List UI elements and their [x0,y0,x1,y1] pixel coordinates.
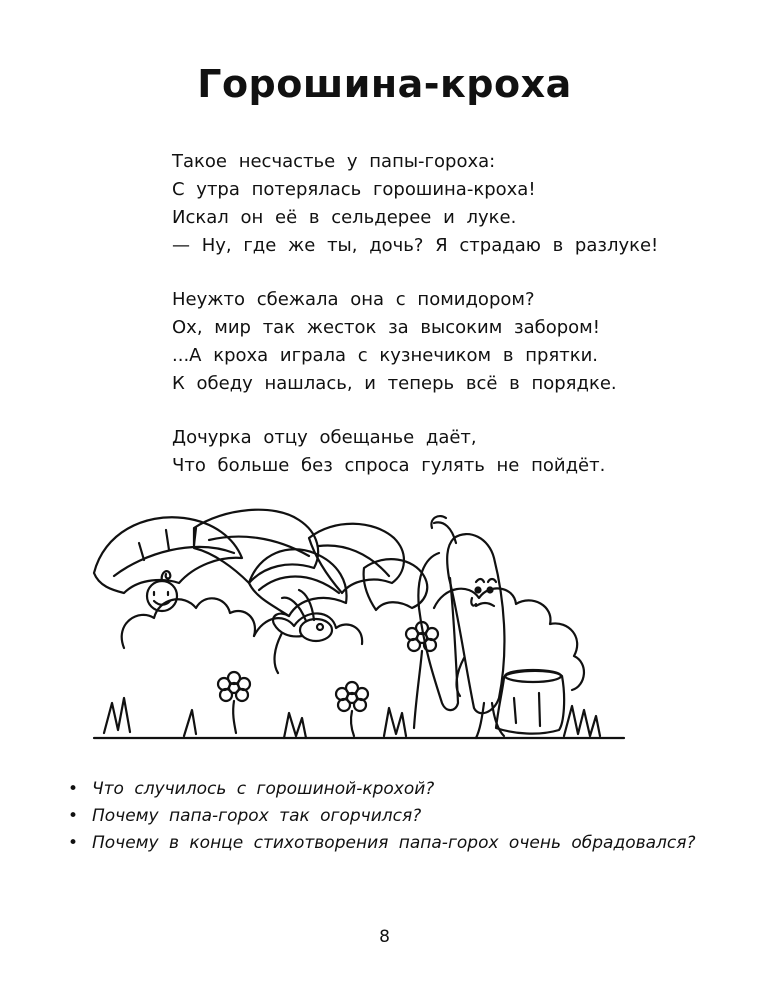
flower-2 [336,682,368,736]
page-number: 8 [379,927,390,947]
stanza-3 [172,424,732,480]
garden-illustration [84,498,644,748]
bush-left [122,598,255,648]
leaf-2 [194,510,318,583]
poem-line: К обеду нашлась, и теперь всё в порядке. [172,373,617,394]
poem [172,148,732,506]
page-title: Горошина-кроха [197,62,572,106]
stanza-2 [172,286,732,398]
poem-line: Что больше без спроса гулять не пойдёт. [172,455,606,476]
stanza-1 [172,148,732,260]
question-item [66,830,746,857]
bullet: • [68,779,79,799]
questions-list [66,776,746,857]
poem-line: Такое несчастье у папы-гороха: [172,151,496,172]
poem-line: Неужто сбежала она с помидором? [172,289,535,310]
poem-line: Дочурка отцу обещанье даёт, [172,427,477,448]
bullet: • [68,806,79,826]
illustration [84,498,644,748]
poem-line: С утра потерялась горошина-кроха! [172,179,536,200]
grasshopper-head [300,619,332,641]
question-text: Почему папа-горох так огорчился? [92,806,422,826]
poem-line: Искал он её в сельдерее и луке. [172,207,517,228]
question-item [66,776,746,803]
question-item [66,803,746,830]
question-text: Почему в конце стихотворения папа-горох очень обрадовался? [92,833,696,853]
flower-1 [218,672,250,733]
poem-line: Ох, мир так жесток за высоким забором! [172,317,600,338]
question-text: Что случилось с горошиной-крохой? [92,779,435,799]
small-pea [147,581,177,611]
poem-line: ...А кроха играла с кузнечиком в прятки. [172,345,598,366]
poem-line: — Ну, где же ты, дочь? Я страдаю в разлуке! [172,235,659,256]
bullet: • [68,833,79,853]
